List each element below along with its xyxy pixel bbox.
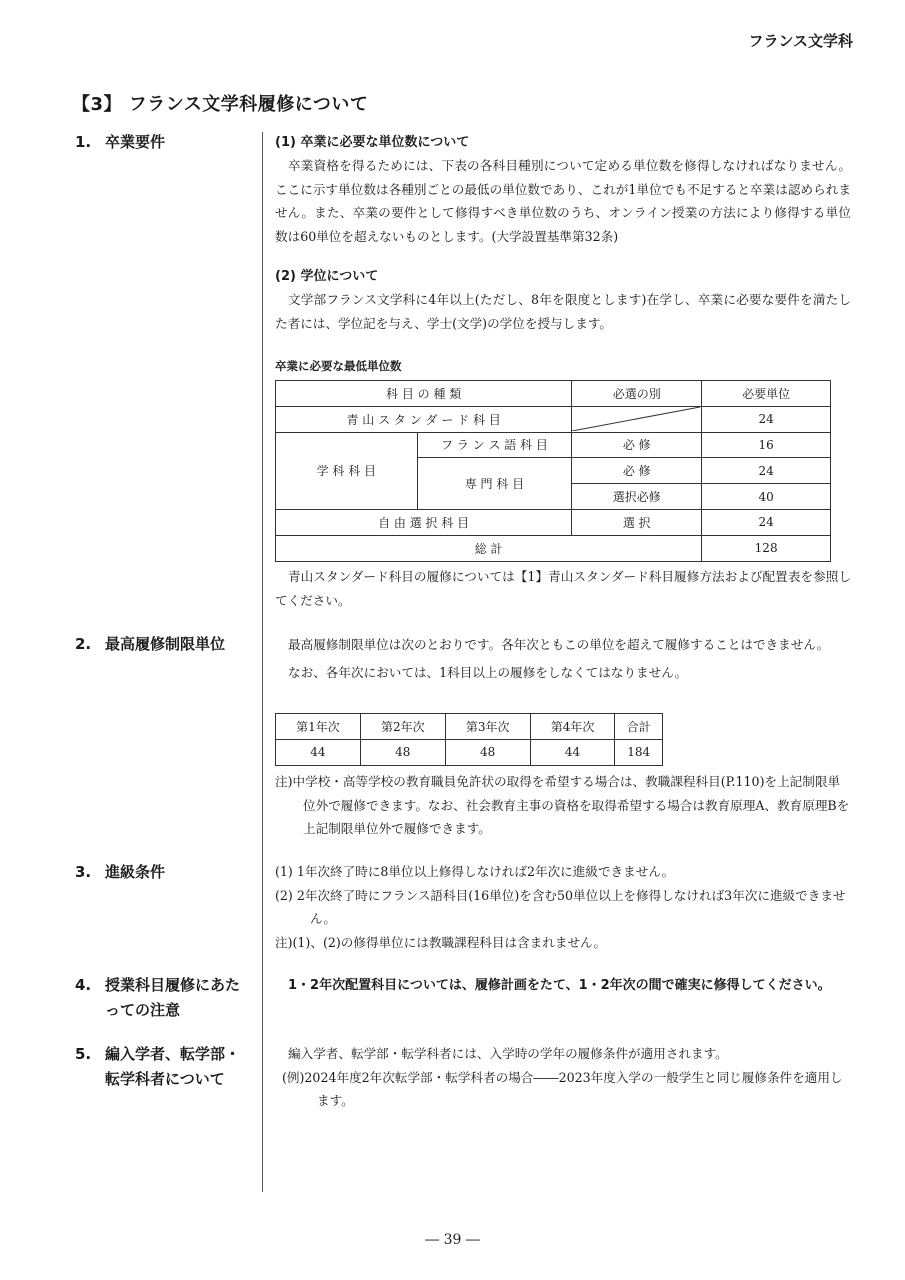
table-row bbox=[276, 406, 831, 432]
cell-department-courses: 学 科 科 目 bbox=[276, 432, 418, 509]
cell-required: 必 修 bbox=[572, 432, 702, 458]
table-row bbox=[276, 739, 663, 765]
cell-total: 184 bbox=[615, 739, 663, 765]
heading-label: 最高履修制限単位 bbox=[105, 635, 226, 653]
table-header-row bbox=[276, 714, 663, 740]
header-year-1: 第1年次 bbox=[276, 714, 361, 740]
header-required-elective: 必選の別 bbox=[572, 381, 702, 407]
cell-elective: 選 択 bbox=[572, 509, 702, 535]
cell-required: 必 修 bbox=[572, 458, 702, 484]
section-2-body bbox=[275, 633, 851, 684]
heading-number: 3. bbox=[75, 863, 92, 881]
promotion-item-2: (2) 2年次終了時にフランス語科目(16単位)を含む50単位以上を修得しなければ3年次に進級できません。 bbox=[275, 887, 846, 926]
credit-limit-table bbox=[275, 713, 663, 766]
heading-number: 4. bbox=[75, 976, 92, 994]
subheading-required-units: (1) 卒業に必要な単位数について bbox=[275, 135, 470, 150]
promotion-note: 注)(1)、(2)の修得単位には教職課程科目は含まれません。 bbox=[275, 934, 607, 950]
cell-elective-required: 選択必修 bbox=[572, 484, 702, 510]
paragraph-course-plan: 1・2年次配置科目については、履修計画をたて、1・2年次の間で確実に修得してください。 bbox=[288, 978, 831, 993]
cell-diagonal bbox=[572, 406, 702, 432]
paragraph-degree: 文学部フランス文学科に4年以上(ただし、8年を限度とします)在学し、卒業に必要な要件を満たした者には、学位記を与え、学士(文学)の学位を授与します。 bbox=[275, 292, 851, 331]
paragraph-aoyama-reference: 青山スタンダード科目の履修については【1】青山スタンダード科目履修方法および配置表を参照してください。 bbox=[275, 569, 851, 608]
section-4-body bbox=[275, 974, 851, 997]
heading-credit-limit bbox=[75, 632, 225, 657]
diagonal-slash bbox=[572, 407, 700, 431]
cell-aoyama-standard: 青 山 ス タ ン ダ ー ド 科 目 bbox=[276, 406, 572, 432]
subheading-degree: (2) 学位について bbox=[275, 269, 379, 284]
heading-number: 5. bbox=[75, 1045, 92, 1063]
cell-free-elective: 自 由 選 択 科 目 bbox=[276, 509, 572, 535]
heading-label: 卒業要件 bbox=[105, 133, 166, 151]
header-year-2: 第2年次 bbox=[360, 714, 445, 740]
paragraph-transfer: 編入学者、転学部・転学科者には、入学時の学年の履修条件が適用されます。 bbox=[288, 1046, 728, 1061]
cell-units: 16 bbox=[702, 432, 831, 458]
table-row bbox=[276, 509, 831, 535]
heading-number: 2. bbox=[75, 635, 92, 653]
heading-number: 1. bbox=[75, 133, 92, 151]
heading-promotion-conditions bbox=[75, 860, 165, 885]
paragraph-required-units: 卒業資格を得るためには、下表の各科目種別について定める単位数を修得しなければなりません。ここに示す単位数は各種別ごとの最低の単位数であり、これが1単位でも不足すると卒業は認められません。また、卒業の要件として修得すべき単位数のうち、オンライン授業の方法により修得する単位数は60単位を超えないものとします。(大学設置基準第32条) bbox=[275, 158, 851, 244]
example-transfer: (例)2024年度2年次転学部・転学科者の場合――2023年度入学の一般学生と同じ履修条件を適用します。 bbox=[282, 1069, 843, 1108]
cell-total-units: 128 bbox=[702, 535, 831, 561]
cell-units: 24 bbox=[702, 509, 831, 535]
header-course-type: 科 目 の 種 類 bbox=[276, 381, 572, 407]
after-table-text bbox=[275, 565, 851, 612]
vertical-divider bbox=[262, 132, 263, 1192]
paragraph-min-course: なお、各年次においては、1科目以上の履修をしなくてはなりません。 bbox=[288, 664, 688, 680]
heading-label-line2: 転学科者について bbox=[105, 1070, 225, 1088]
heading-graduation-requirements bbox=[75, 130, 165, 155]
header-year-3: 第3年次 bbox=[445, 714, 530, 740]
table-header-row bbox=[276, 381, 831, 407]
table-total-row bbox=[276, 535, 831, 561]
cell-units: 24 bbox=[702, 406, 831, 432]
page-number: ― 39 ― bbox=[425, 1232, 480, 1248]
section-3-body bbox=[275, 860, 851, 954]
cell-year-1: 44 bbox=[276, 739, 361, 765]
section-1-body bbox=[275, 132, 851, 335]
cell-year-3: 48 bbox=[445, 739, 530, 765]
cell-total-label: 総 計 bbox=[276, 535, 702, 561]
min-units-table bbox=[275, 380, 831, 562]
cell-french-language: フ ラ ン ス 語 科 目 bbox=[417, 432, 572, 458]
cell-units: 24 bbox=[702, 458, 831, 484]
cell-year-2: 48 bbox=[360, 739, 445, 765]
header-total: 合計 bbox=[615, 714, 663, 740]
heading-transfer-students bbox=[75, 1042, 240, 1092]
table-caption-min-units: 卒業に必要な最低単位数 bbox=[275, 359, 402, 373]
heading-label: 編入学者、転学部・ bbox=[105, 1045, 241, 1063]
promotion-item-1: (1) 1年次終了時に8単位以上修得しなければ2年次に進級できません。 bbox=[275, 864, 675, 879]
header-required-units: 必要単位 bbox=[702, 381, 831, 407]
table-row bbox=[276, 432, 831, 458]
section-2-note bbox=[275, 770, 851, 841]
paragraph-credit-limit: 最高履修制限単位は次のとおりです。各年次ともこの単位を超えて履修することはできません。 bbox=[288, 637, 830, 652]
heading-label: 進級条件 bbox=[105, 863, 166, 881]
section-5-body bbox=[275, 1042, 851, 1113]
department-header: フランス文学科 bbox=[748, 32, 853, 50]
heading-label: 授業科目履修にあた bbox=[105, 976, 241, 994]
header-year-4: 第4年次 bbox=[530, 714, 615, 740]
heading-label-line2: っての注意 bbox=[105, 1001, 181, 1019]
note-teaching-license: 注)中学校・高等学校の教育職員免許状の取得を希望する場合は、教職課程科目(P.110)を上記制限単位外で履修できます。なお、社会教育主事の資格を取得希望する場合は教育原理A、教育原理Bを上記制限単位外で履修できます。 bbox=[275, 774, 850, 836]
heading-course-notes bbox=[75, 973, 240, 1023]
cell-units: 40 bbox=[702, 484, 831, 510]
cell-year-4: 44 bbox=[530, 739, 615, 765]
cell-specialized: 専 門 科 目 bbox=[417, 458, 572, 510]
section-title: 【3】 フランス文学科履修について bbox=[72, 94, 369, 115]
